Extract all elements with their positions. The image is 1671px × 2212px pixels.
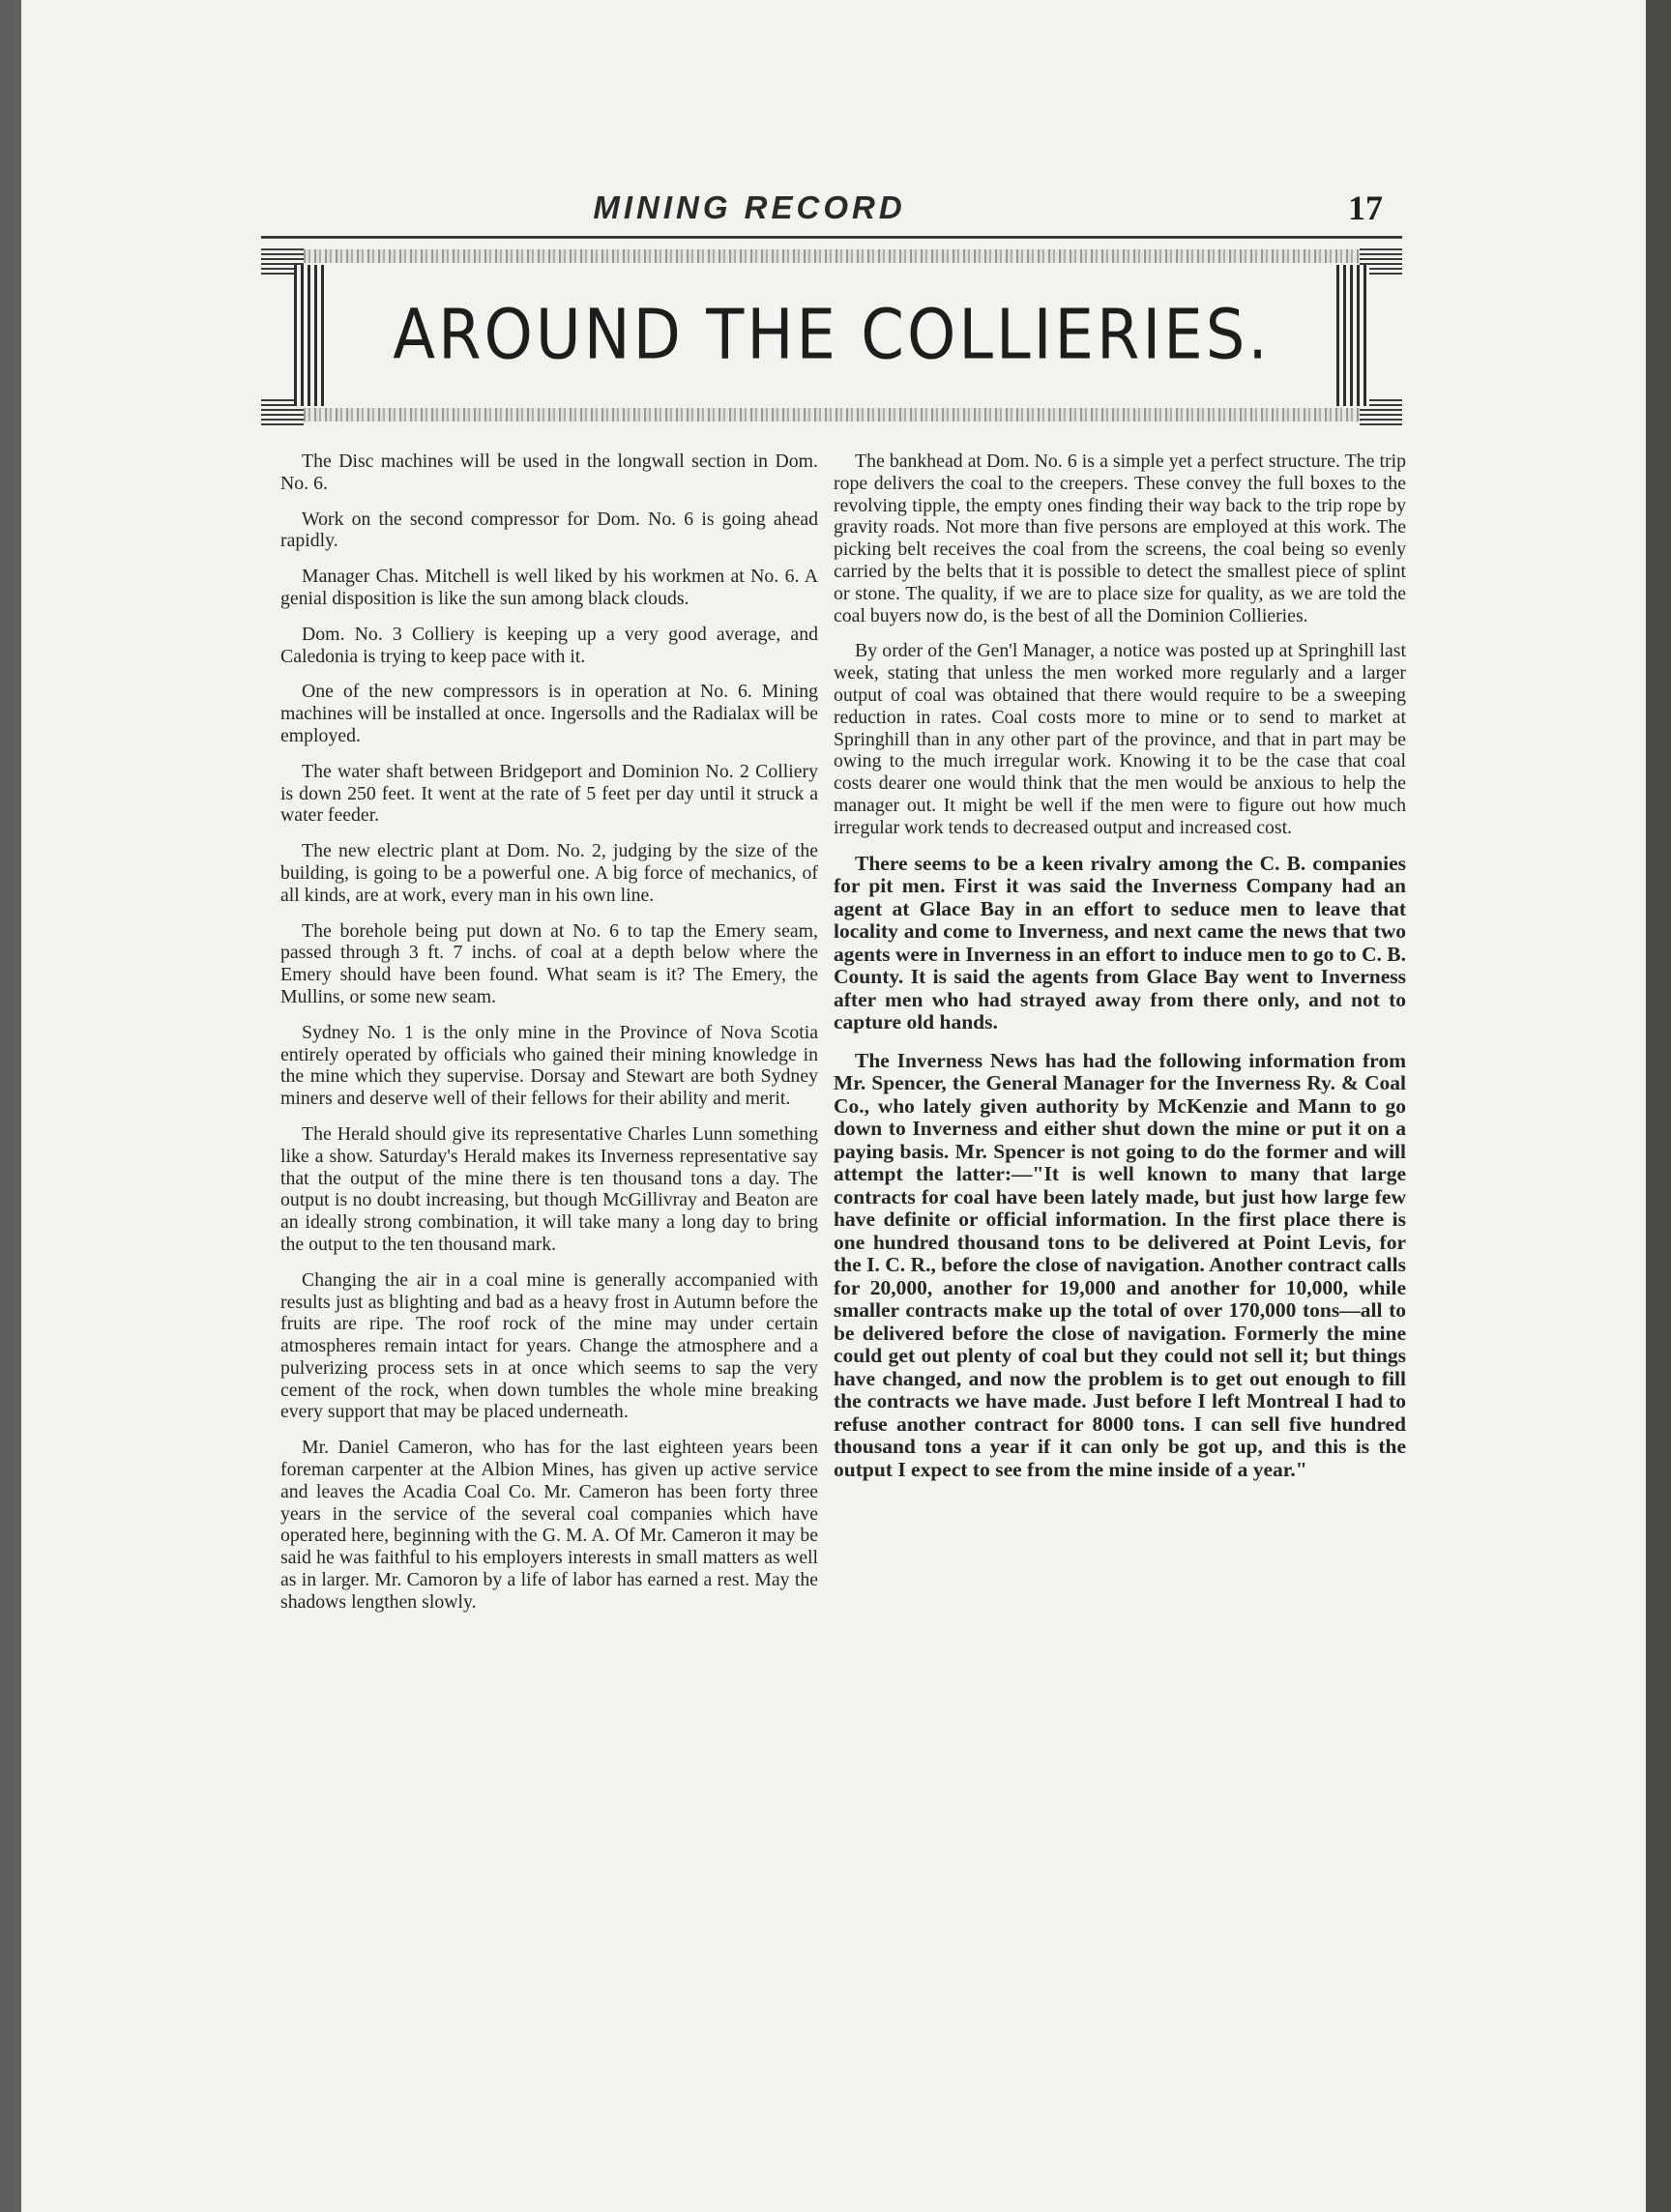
- news-item: The water shaft between Bridgeport and Dominion No. 2 Colliery is down 250 feet. It went at the rate of 5 feet per day until it struck a water feeder.: [280, 760, 818, 827]
- news-item: The new electric plant at Dom. No. 2, judging by the size of the building, is going to be a powerful one. A big force of mechanics, of all kinds, are at work, every man in his own line.: [280, 840, 818, 906]
- news-item: Mr. Daniel Cameron, who has for the last eighteen years been foreman carpenter at the Albion Mines, has given up active service and leaves the Acadia Coal Co. Mr. Cameron has been forty three years in the service of the several coal companies which have operated here, beginning with the G. M. A. Of Mr. Cameron it may be said he was faithful to his employers interests in small matters as well as in larger. Mr. Camoron by a life of labor has earned a rest. May the shadows lengthen slowly.: [280, 1437, 818, 1613]
- journal-title: MINING RECORD: [593, 189, 906, 225]
- news-item-bold: There seems to be a keen rivalry among the C. B. companies for pit men. First it was said the Inverness Company had an agent at Glace Bay in an effort to seduce men to leave that locality and come to Inverness, and next came the news that two agents were in Inverness in an effort to induce men to go to C. B. County. It is said the agents from Glace Bay went to Inverness after men who had strayed away from there only, and not to capture old hands.: [834, 851, 1407, 1034]
- scan-left-edge: [0, 0, 21, 2212]
- news-item: Sydney No. 1 is the only mine in the Province of Nova Scotia entirely operated by officials who gained their mining knowledge in the mine which they supervise. Dorsay and Stewart are both Sydney miners and deserve well of their fellows for their ability and merit.: [280, 1021, 818, 1110]
- page-number: 17: [1348, 189, 1383, 227]
- section-banner: [261, 246, 1402, 425]
- news-item-bold: The Inverness News has had the following information from Mr. Spencer, the General Manager for the Inverness Ry. & Coal Co., who lately given authority by McKenzie and Mann to go down to Inverness and either shut down the mine or put it on a paying basis. Mr. Spencer is not going to do the former and will attempt the latter:—"It is well known to many that large contracts for coal have been lately made, but just how large few have definite or official information. In the first place there is one hundred thousand tons to be delivered at Point Levis, for the I. C. R., before the close of navigation. Another contract calls for 20,000, another for 19,000 and another for 10,000, while smaller contracts make up the total of over 170,000 tons—all to be delivered before the close of navigation. Formerly the mine could get out plenty of coal but they could not sell it; but things have changed, and now the problem is to get out enough to fill the contracts we have made. Just before I left Montreal I had to refuse another contract for 8000 tons. I can sell five hundred thousand tons a year if it can only be got up, and this is the output I expect to see from the mine inside of a year.": [834, 1048, 1406, 1481]
- section-title: AROUND THE COLLIERIES.: [393, 295, 1271, 376]
- news-item: The borehole being put down at No. 6 to tap the Emery seam, passed through 3 ft. 7 inchs. of coal at a depth below where the Emery should have been found. What seam is it? The Emery, the Mullins, or some new seam.: [280, 919, 818, 1007]
- news-item: Changing the air in a coal mine is generally accompanied with results just as blighting and bad as a heavy frost in Autumn before the fruits are ripe. The roof rock of the mine may under certain atmospheres remain intact for years. Change the atmosphere and a pulverizing process sets in at once which seems to sap the very cement of the rock, when down tumbles the whole mine breaking every support that may be placed underneath.: [280, 1268, 818, 1423]
- news-item: The bankhead at Dom. No. 6 is a simple yet a perfect structure. The trip rope delivers the coal to the creepers. These convey the full boxes to the revolving tipple, the empty ones finding their way back to the trip rope by gravity roads. Not more than five persons are employed at this work. The picking belt receives the coal from the screens, the coal being so evenly carried by the belts that it is possible to detect the smallest piece of splint or stone. The quality, if we are to place size for quality, as we are told the coal buyers now do, is the best of all the Dominion Collieries.: [834, 451, 1406, 626]
- news-item: Dom. No. 3 Colliery is keeping up a very good average, and Caledonia is trying to keep pace with it.: [280, 623, 818, 667]
- news-item: One of the new compressors is in operation at No. 6. Mining machines will be installed at once. Ingersolls and the Radialax will be employed.: [280, 681, 818, 746]
- running-header: [261, 184, 1402, 242]
- right-column: [834, 451, 1406, 1495]
- news-item: The Herald should give its representative Charles Lunn something like a show. Saturday's Herald makes its Inverness representative say that the output of the mine there is ten thousand tons a day. The output is no doubt increasing, but though McGillivray and Beaton are an ideally strong combination, it will take many a long day to bring the output to the ten thousand mark.: [280, 1122, 818, 1255]
- banner-ornament-top: [261, 249, 1402, 263]
- news-item: Work on the second compressor for Dom. No. 6 is going ahead rapidly.: [280, 508, 818, 552]
- news-item: By order of the Gen'l Manager, a notice was posted up at Springhill last week, stating that unless the men worked more regularly and a larger output of coal was obtained that there would require to be a sweeping reduction in rates. Coal costs more to mine or to send to market at Springhill than in any other part of the province, and that in part may be owing to the much irregular work. Knowing it to be the case that coal costs dearer one would think that the men would be anxious to help the manager out. It might be well if the men were to figure out how much irregular work tends to decreased output and increased cost.: [834, 640, 1406, 838]
- header-rule: [261, 236, 1402, 239]
- banner-ornament-bottom: [261, 408, 1402, 422]
- left-column: [280, 451, 818, 1627]
- news-item: Manager Chas. Mitchell is well liked by his workmen at No. 6. A genial disposition is like the sun among black clouds.: [280, 566, 818, 609]
- news-item: The Disc machines will be used in the longwall section in Dom. No. 6.: [280, 451, 818, 494]
- scan-right-edge: [1646, 0, 1671, 2212]
